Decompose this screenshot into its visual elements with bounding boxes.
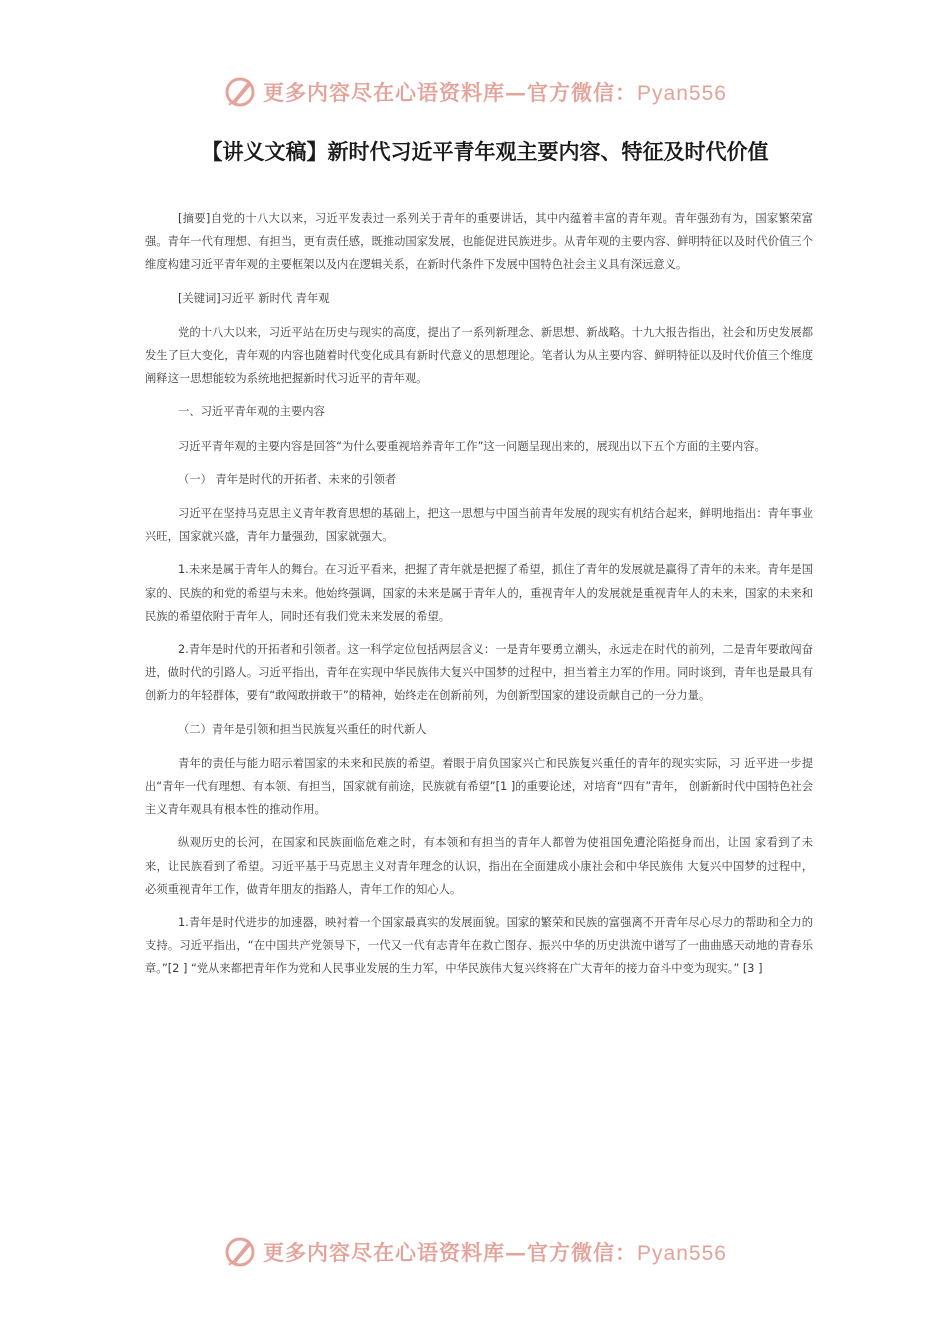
document-body [145, 207, 813, 991]
body-paragraph: 青年的责任与能力昭示着国家的未来和民族的希望。着眼于肩负国家兴亡和民族复兴重任的青年的现实实际，习 近平进一步提出“青年一代有理想、有本领、有担当，国家就有前途，民族就有希望”[1 ]的重要论述，对培育“四有”青年， 创新新时代中国特色社会主义青年观具有根本性的推动作用。 [145, 756, 813, 817]
watermark-header [0, 72, 950, 112]
subsection-heading-2: （二）青年是引领和担当民族复兴重任的时代新人 [178, 722, 427, 736]
pen-logo-icon [223, 75, 257, 109]
body-paragraph: 2.青年是时代的开拓者和引领者。这一科学定位包括两层含义：一是青年要勇立潮头，永远走在时代的前列，二是青年要敢闯奋进，做时代的引路人。习近平指出，青年在实现中华民族伟大复兴中国梦的过程中，担当着主力军的作用。同时谈到，青年也是最具有创新力的年轻群体，要有“敢闯敢拼敢干”的精神，始终走在创新前列，为创新型国家的建设贡献自己的一分力量。 [145, 643, 813, 703]
watermark-wechat-id: Pyan556 [637, 1242, 727, 1265]
watermark-text: 更多内容尽在心语资料库—官方微信：Pyan556 [263, 1240, 727, 1265]
watermark-footer [0, 1232, 950, 1272]
subsection-heading-1: （一） 青年是时代的开拓者、未来的引领者 [178, 472, 397, 486]
section-heading-1: 一、习近平青年观的主要内容 [178, 405, 325, 419]
document-title: 【讲义文稿】新时代习近平青年观主要内容、特征及时代价值 [201, 140, 769, 164]
body-paragraph: 纵观历史的长河，在国家和民族面临危难之时，有本领和有担当的青年人都曾为使祖国免遭沦陷挺身而出，让国 家看到了未来，让民族看到了希望。习近平基于马克思主义对青年理念的认识，指出在全面建成小康社会和中华民族伟 大复兴中国梦的过程中，必须重视青年工作，做青年朋友的指路人，青年工作的知心人。 [145, 836, 813, 896]
keywords-line: [关键词]习近平 新时代 青年观 [178, 291, 330, 305]
body-paragraph: 习近平在坚持马克思主义青年教育思想的基础上，把这一思想与中国当前青年发展的现实有机结合起来，鲜明地指出：青年事业兴旺，国家就兴盛，青年力量强劲，国家就强大。 [145, 507, 813, 544]
watermark-text: 更多内容尽在心语资料库—官方微信：Pyan556 [263, 80, 727, 105]
body-paragraph: 习近平青年观的主要内容是回答“为什么要重视培养青年工作”这一问题呈现出来的，展现出以下五个方面的主要内容。 [178, 439, 766, 453]
body-paragraph: 1.未来是属于青年人的舞台。在习近平看来，把握了青年就是把握了希望，抓住了青年的发展就是赢得了青年的未来。青年是国家的、民族的和党的希望与未来。他始终强调，国家的未来是属于青年人的，重视青年人的发展就是重视青年人的未来，国家的未来和民族的希望依附于青年人，同时还有我们党未来发展的希望。 [145, 563, 813, 623]
watermark-wechat-id: Pyan556 [637, 82, 727, 105]
intro-paragraph: 党的十八大以来，习近平站在历史与现实的高度，提出了一系列新理念、新思想、新战略。十九大报告指出，社会和历史发展都发生了巨大变化，青年观的内容也随着时代变化成具有新时代意义的思想理论。笔者认为从主要内容、鲜明特征以及时代价值三个维度阐释这一思想能较为系统地把握新时代习近平的青年观。 [145, 325, 813, 386]
abstract-paragraph: [摘要]自党的十八大以来，习近平发表过一系列关于青年的重要讲话，其中内蕴着丰富的青年观。青年强劲有为，国家繁荣富强。青年一代有理想、有担当，更有责任感，既推动国家发展，也能促进民族进步。从青年观的主要内容、鲜明特征以及时代价值三个维度构建习近平青年观的主要框架以及内在逻辑关系，在新时代条件下发展中国特色社会主义具有深远意义。 [145, 212, 813, 272]
body-paragraph: 1.青年是时代进步的加速器，映衬着一个国家最真实的发展面貌。国家的繁荣和民族的富强离不开青年尽心尽力的帮助和全力的支持。习近平指出，“在中国共产党领导下，一代又一代有志青年在救亡图存、振兴中华的历史洪流中谱写了一曲曲感天动地的青春乐章。”[2 ] “党从来都把青年作为党和人民事业发展的生力军，中华民族伟大复兴终将在广大青年的接力奋斗中变为现实。” [3 ] [145, 916, 813, 976]
pen-logo-icon [223, 1235, 257, 1269]
